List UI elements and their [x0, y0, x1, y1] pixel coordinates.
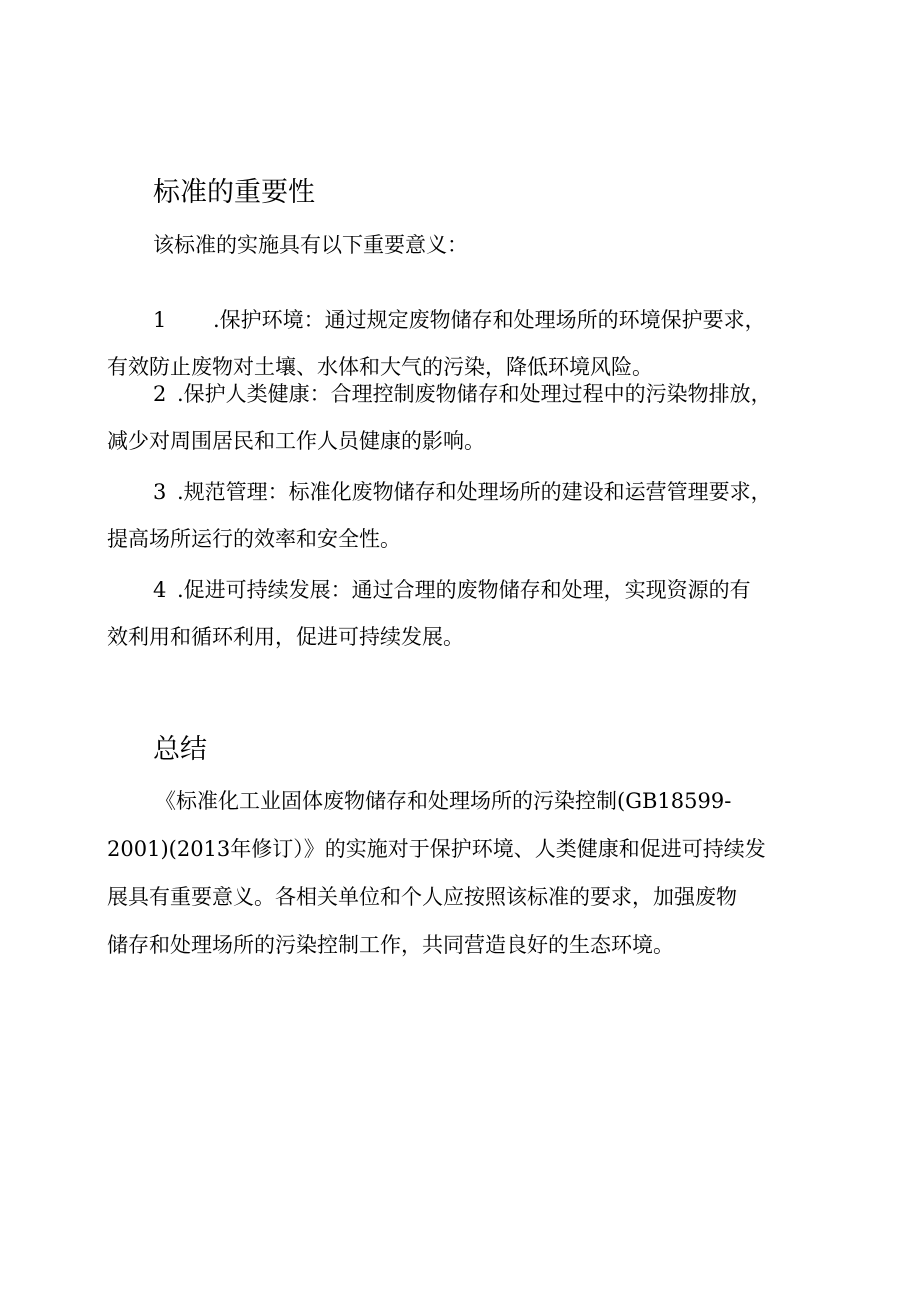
intro-text: 该标准的实施具有以下重要意义： [153, 233, 468, 257]
list-item-2 [107, 371, 772, 465]
list-item-3 [107, 469, 772, 563]
summary-text: 展具有重要意义。各相关单位和个人应按照该标准的要求，加强废物 [107, 885, 737, 909]
list-item-text: 效利用和循环利用，促进可持续发展。 [107, 625, 464, 649]
summary-text: 《标准化工业固体废物储存和处理场所的污染控制(GB18599- [155, 789, 732, 813]
section-heading-importance: 标准的重要性 [153, 177, 315, 208]
list-item-number: 1 [153, 308, 167, 332]
list-item-text: .规范管理：标准化废物储存和处理场所的建设和运营管理要求， [177, 480, 772, 504]
list-item-text: 有效防止废物对土壤、水体和大气的污染，降低环境风险。 [107, 355, 653, 379]
list-item-text: 提高场所运行的效率和安全性。 [107, 527, 401, 551]
list-item-number: 2 [153, 382, 167, 406]
intro-paragraph [153, 222, 468, 269]
summary-text: 2001)(2013年修订）》的实施对于保护环境、人类健康和促进可持续发 [107, 837, 766, 861]
list-item-4 [107, 567, 751, 661]
list-item-text: .促进可持续发展：通过合理的废物储存和处理，实现资源的有 [177, 578, 751, 602]
list-item-number: 3 [153, 480, 167, 504]
section-heading-summary: 总结 [153, 734, 207, 765]
summary-text: 储存和处理场所的污染控制工作，共同营造良好的生态环境。 [107, 933, 674, 957]
list-item-text: 减少对周围居民和工作人员健康的影响。 [107, 429, 485, 453]
summary-paragraph [107, 777, 766, 969]
list-item-text: .保护人类健康：合理控制废物储存和处理过程中的污染物排放， [177, 382, 772, 406]
list-item-number: 4 [153, 578, 167, 602]
list-item-text: .保护环境：通过规定废物储存和处理场所的环境保护要求， [213, 308, 766, 332]
